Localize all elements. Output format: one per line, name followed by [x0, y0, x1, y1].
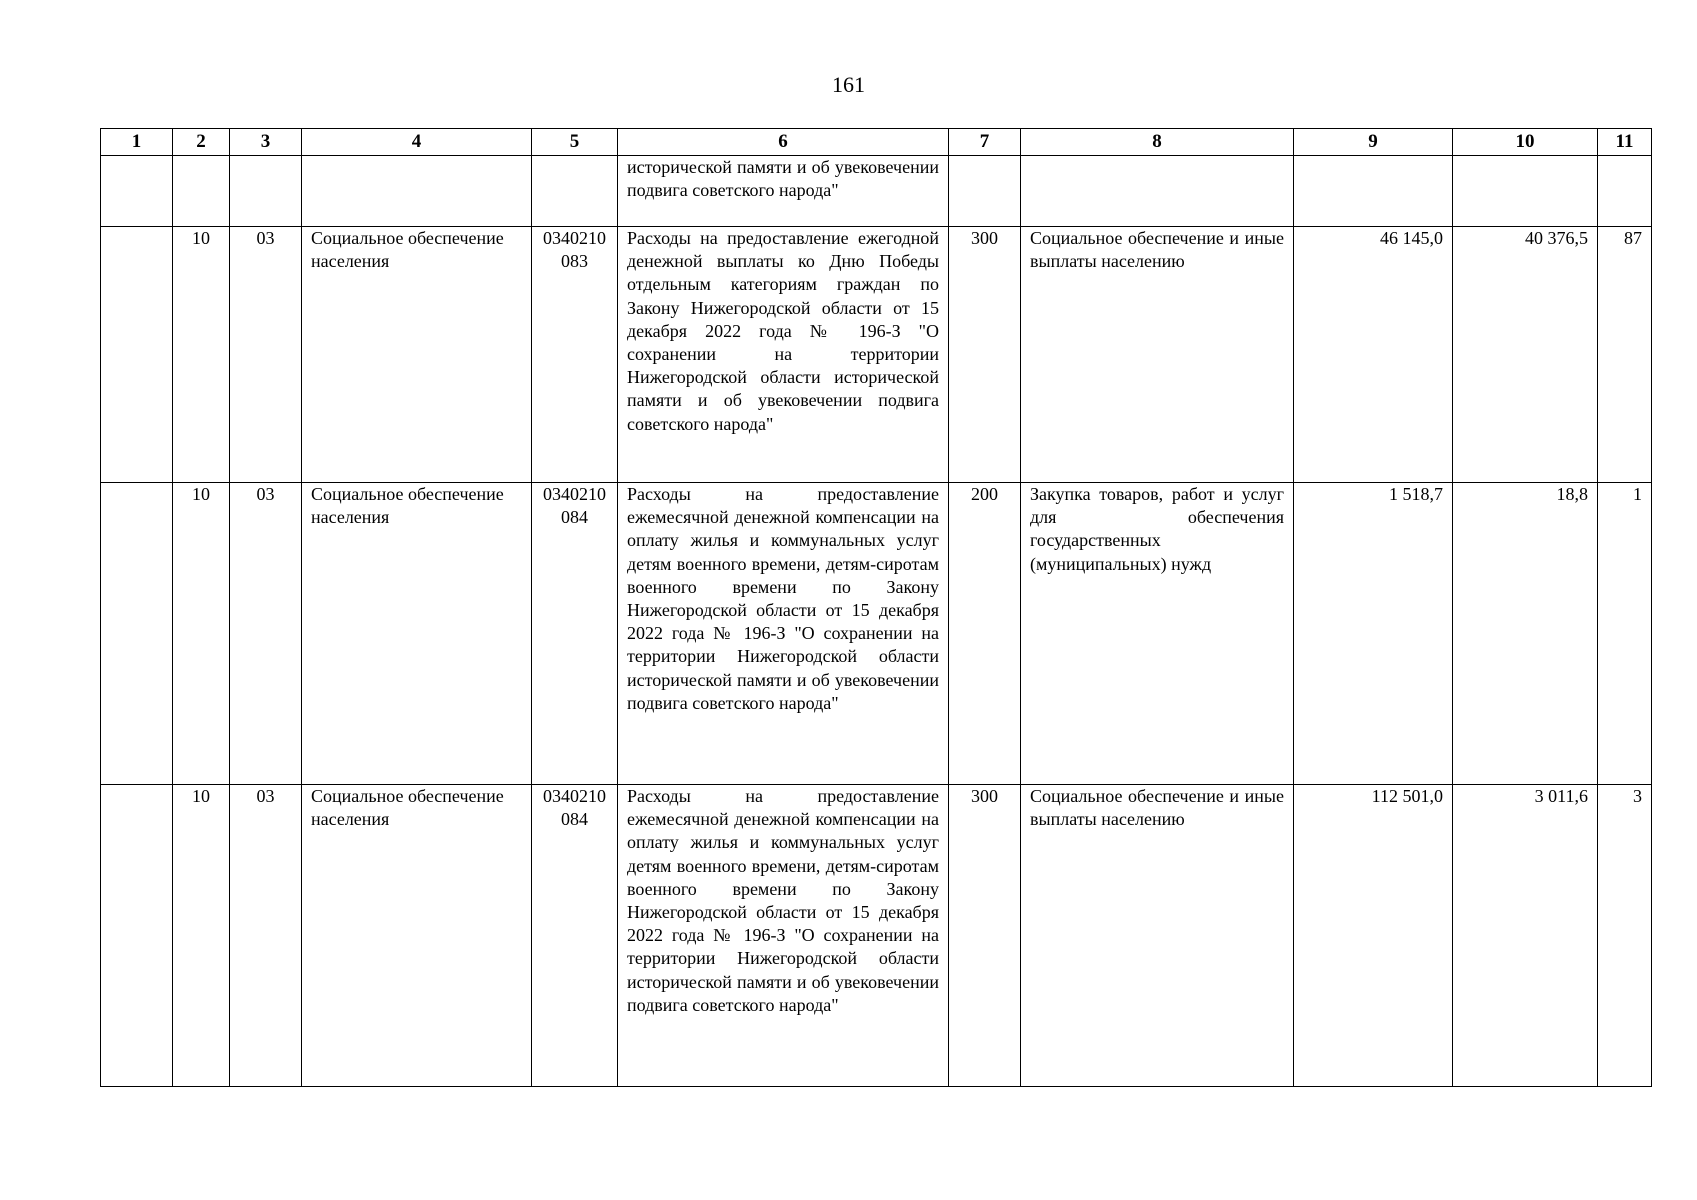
table-cell [1598, 156, 1652, 227]
expense-type-code: 200 [949, 483, 1021, 785]
table-row [101, 156, 1652, 227]
table-cell [1294, 156, 1453, 227]
amount-col9: 46 145,0 [1294, 227, 1453, 483]
table-cell [230, 156, 302, 227]
section-name: Социальное обеспечение населения [302, 785, 532, 1087]
section-name: Социальное обеспечение населения [302, 483, 532, 785]
amount-col11: 87 [1598, 227, 1652, 483]
column-header: 10 [1453, 129, 1598, 156]
expense-type-name: Социальное обеспечение и иные выплаты населению [1021, 785, 1294, 1087]
expense-description: Расходы на предоставление ежемесячной денежной компенсации на оплату жилья и коммунальных услуг детям военного времени, детям-сиротам военного времени по Закону Нижегородской области от 15 декабря 2022 года № 196-З "О сохранении на территории Нижегородской области исторической памяти и об увековечении подвига советского народа" [618, 483, 949, 785]
section-code: 10 [173, 785, 230, 1087]
column-header: 8 [1021, 129, 1294, 156]
column-header: 2 [173, 129, 230, 156]
amount-col10: 18,8 [1453, 483, 1598, 785]
table-row [101, 785, 1652, 1087]
expense-type-name: Социальное обеспечение и иные выплаты населению [1021, 227, 1294, 483]
column-header: 9 [1294, 129, 1453, 156]
expense-type-name: Закупка товаров, работ и услуг для обеспечения государственных (муниципальных) нужд [1021, 483, 1294, 785]
table-cell [1021, 156, 1294, 227]
table-cell [101, 156, 173, 227]
target-article-code: 0340210084 [532, 785, 618, 1087]
column-header: 1 [101, 129, 173, 156]
section-name: Социальное обеспечение населения [302, 227, 532, 483]
amount-col9: 1 518,7 [1294, 483, 1453, 785]
amount-col10: 3 011,6 [1453, 785, 1598, 1087]
subsection-code: 03 [230, 785, 302, 1087]
expense-type-code: 300 [949, 227, 1021, 483]
column-header: 3 [230, 129, 302, 156]
table-cell [101, 785, 173, 1087]
column-header: 11 [1598, 129, 1652, 156]
column-header: 5 [532, 129, 618, 156]
column-header: 6 [618, 129, 949, 156]
section-code: 10 [173, 483, 230, 785]
table-cell [1453, 156, 1598, 227]
table-cell [173, 156, 230, 227]
table-row [101, 483, 1652, 785]
column-number-row [101, 129, 1652, 156]
target-article-code: 0340210083 [532, 227, 618, 483]
expense-type-code: 300 [949, 785, 1021, 1087]
amount-col9: 112 501,0 [1294, 785, 1453, 1087]
budget-table [100, 128, 1652, 1087]
table-cell [949, 156, 1021, 227]
subsection-code: 03 [230, 483, 302, 785]
column-header: 7 [949, 129, 1021, 156]
expense-description: исторической памяти и об увековечении подвига советского народа" [618, 156, 949, 227]
table-cell [302, 156, 532, 227]
amount-col10: 40 376,5 [1453, 227, 1598, 483]
amount-col11: 3 [1598, 785, 1652, 1087]
subsection-code: 03 [230, 227, 302, 483]
table-cell [101, 483, 173, 785]
page-number: 161 [832, 72, 865, 97]
table-cell [532, 156, 618, 227]
column-header: 4 [302, 129, 532, 156]
section-code: 10 [173, 227, 230, 483]
amount-col11: 1 [1598, 483, 1652, 785]
table-row [101, 227, 1652, 483]
expense-description: Расходы на предоставление ежемесячной денежной компенсации на оплату жилья и коммунальных услуг детям военного времени, детям-сиротам военного времени по Закону Нижегородской области от 15 декабря 2022 года № 196-З "О сохранении на территории Нижегородской области исторической памяти и об увековечении подвига советского народа" [618, 785, 949, 1087]
table-cell [101, 227, 173, 483]
expense-description: Расходы на предоставление ежегодной денежной выплаты ко Дню Победы отдельным категориям граждан по Закону Нижегородской области от 15 декабря 2022 года № 196-З "О сохранении на территории Нижегородской области исторической памяти и об увековечении подвига советского народа" [618, 227, 949, 483]
target-article-code: 0340210084 [532, 483, 618, 785]
